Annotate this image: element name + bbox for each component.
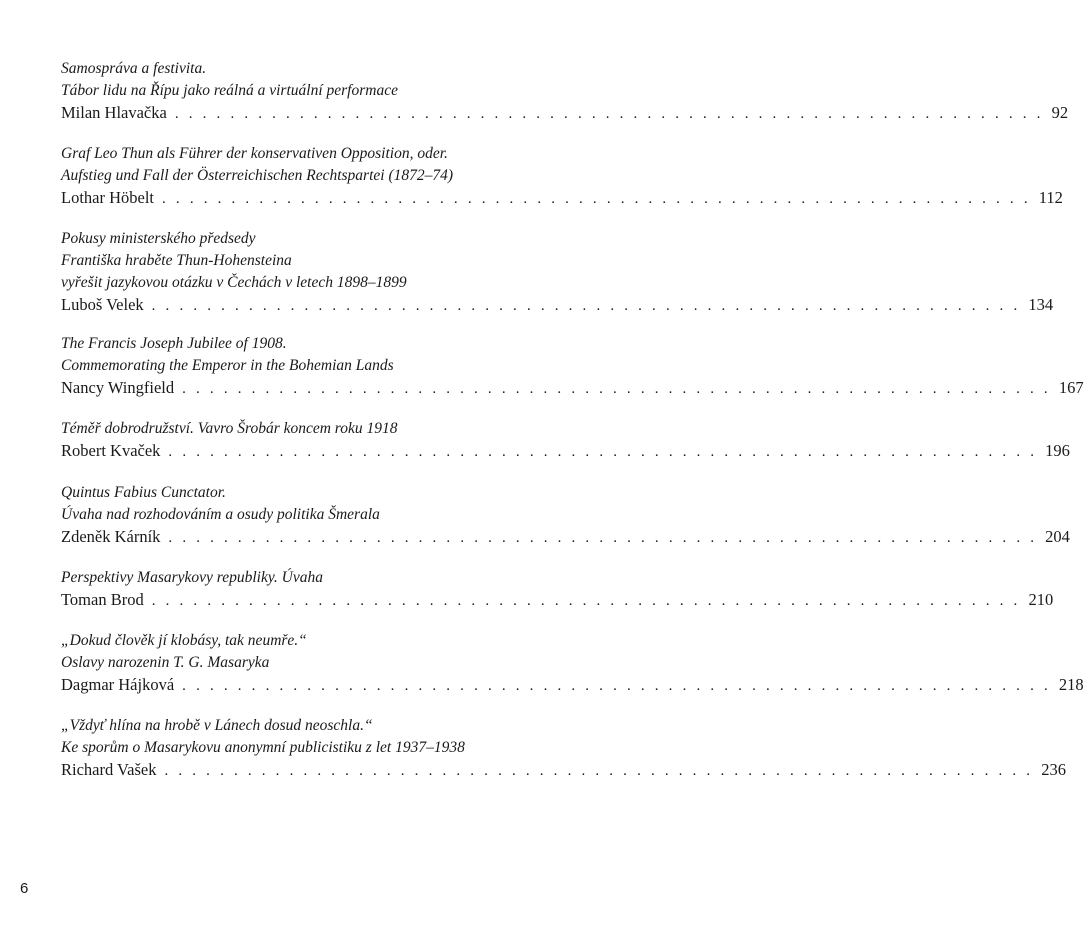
entry-page: 218 xyxy=(1058,675,1084,694)
leader-dots: . . . . . . . . . . . . . . . . . . . . . . . . . . . . . . . . . . . . . . . . . . . . . . . . . . . . . . . . . . . . . . . xyxy=(182,381,1051,397)
entry-author: Nancy Wingfield xyxy=(61,378,175,397)
entry-page: 204 xyxy=(1045,527,1070,546)
toc-entry xyxy=(61,228,1054,317)
toc-entry xyxy=(61,58,1069,125)
author-row xyxy=(61,102,1069,125)
entry-title-line: Tábor lidu na Řípu jako reálná a virtuální performace xyxy=(61,82,398,99)
entry-page: 92 xyxy=(1051,103,1069,122)
author-row xyxy=(61,440,1070,463)
toc-entry xyxy=(61,482,1070,549)
leader-dots: . . . . . . . . . . . . . . . . . . . . . . . . . . . . . . . . . . . . . . . . . . . . . . . . . . . . . . . . . . . . . . . xyxy=(168,530,1038,546)
toc-entry xyxy=(61,418,1070,463)
toc-entry xyxy=(61,567,1054,612)
entry-title-line: Graf Leo Thun als Führer der konservativen Opposition, oder. xyxy=(61,145,448,162)
leader-dots: . . . . . . . . . . . . . . . . . . . . . . . . . . . . . . . . . . . . . . . . . . . . . . . . . . . . . . . . . . . . . . . xyxy=(174,106,1044,122)
entry-title-line: Pokusy ministerského předsedy xyxy=(61,230,256,247)
author-row xyxy=(61,526,1070,549)
author-row xyxy=(61,294,1054,317)
author-row xyxy=(61,589,1054,612)
leader-dots: . . . . . . . . . . . . . . . . . . . . . . . . . . . . . . . . . . . . . . . . . . . . . . . . . . . . . . . . . . . . . . . xyxy=(151,298,1021,314)
leader-dots: . . . . . . . . . . . . . . . . . . . . . . . . . . . . . . . . . . . . . . . . . . . . . . . . . . . . . . . . . . . . . . . xyxy=(168,444,1038,460)
entry-title-line: vyřešit jazykovou otázku v Čechách v letech 1898–1899 xyxy=(61,274,407,291)
entry-title-line: Františka hraběte Thun-Hohensteina xyxy=(61,252,292,269)
entry-title-line: Úvaha nad rozhodováním a osudy politika Šmerala xyxy=(61,506,380,523)
entry-title-line: Aufstieg und Fall der Österreichischen Rechtspartei (1872–74) xyxy=(61,167,454,184)
entry-page: 210 xyxy=(1028,590,1054,609)
toc-entry xyxy=(61,715,1066,782)
entry-title-line: Samospráva a festivita. xyxy=(61,60,207,77)
toc-entry xyxy=(61,143,1063,210)
leader-dots: . . . . . . . . . . . . . . . . . . . . . . . . . . . . . . . . . . . . . . . . . . . . . . . . . . . . . . . . . . . . . . . xyxy=(164,763,1034,779)
page-number: 6 xyxy=(20,880,29,897)
entry-author: Robert Kvaček xyxy=(61,441,161,460)
entry-page: 236 xyxy=(1041,760,1066,779)
entry-author: Milan Hlavačka xyxy=(61,103,167,122)
author-row xyxy=(61,187,1063,210)
entry-page: 134 xyxy=(1028,295,1054,314)
author-row xyxy=(61,759,1066,782)
leader-dots: . . . . . . . . . . . . . . . . . . . . . . . . . . . . . . . . . . . . . . . . . . . . . . . . . . . . . . . . . . . . . . . xyxy=(151,593,1021,609)
leader-dots: . . . . . . . . . . . . . . . . . . . . . . . . . . . . . . . . . . . . . . . . . . . . . . . . . . . . . . . . . . . . . . . xyxy=(182,678,1051,694)
entry-title-line: Téměř dobrodružství. Vavro Šrobár koncem roku 1918 xyxy=(61,420,398,437)
entry-page: 167 xyxy=(1058,378,1084,397)
entry-author: Zdeněk Kárník xyxy=(61,527,161,546)
entry-title-line: Perspektivy Masarykovy republiky. Úvaha xyxy=(61,569,323,586)
entry-title-line: Quintus Fabius Cunctator. xyxy=(61,484,226,501)
entry-author: Richard Vašek xyxy=(61,760,157,779)
toc-entry xyxy=(61,630,1084,697)
entry-title-line: Commemorating the Emperor in the Bohemian Lands xyxy=(61,357,394,374)
entry-page: 112 xyxy=(1038,188,1063,207)
author-row xyxy=(61,674,1084,697)
leader-dots: . . . . . . . . . . . . . . . . . . . . . . . . . . . . . . . . . . . . . . . . . . . . . . . . . . . . . . . . . . . . . . . xyxy=(162,191,1031,207)
entry-title-line: „Vždyť hlína na hrobě v Lánech dosud neoschla.“ xyxy=(61,717,373,734)
entry-author: Luboš Velek xyxy=(61,295,144,314)
entry-title-line: „Dokud člověk jí klobásy, tak neumře.“ xyxy=(61,632,307,649)
entry-title-line: Ke sporům o Masarykovu anonymní publicistiku z let 1937–1938 xyxy=(61,739,465,756)
entry-title-line: The Francis Joseph Jubilee of 1908. xyxy=(61,335,287,352)
entry-author: Lothar Höbelt xyxy=(61,188,155,207)
entry-title-line: Oslavy narozenin T. G. Masaryka xyxy=(61,654,270,671)
author-row xyxy=(61,377,1084,400)
entry-author: Toman Brod xyxy=(61,590,144,609)
entry-page: 196 xyxy=(1045,441,1070,460)
toc-entry xyxy=(61,333,1084,400)
entry-author: Dagmar Hájková xyxy=(61,675,175,694)
